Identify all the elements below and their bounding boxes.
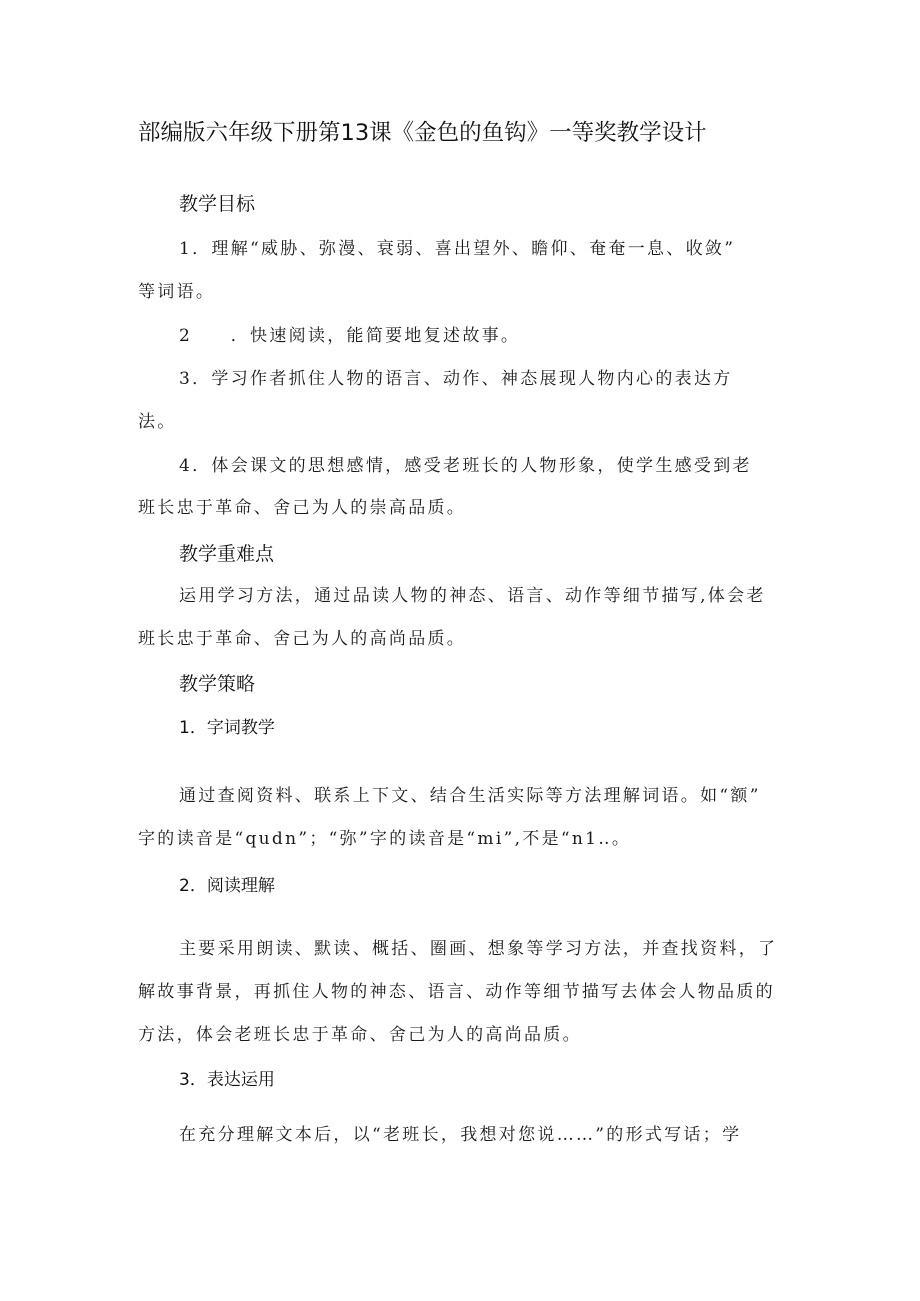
heading-teaching-goals: 教学目标 bbox=[179, 193, 256, 215]
goal-line: 法。 bbox=[138, 412, 177, 432]
goal-line: 2 ．快速阅读，能简要地复述故事。 bbox=[179, 326, 521, 346]
goal-line: 4．体会课文的思想感情，感受老班长的人物形象，使学生感受到老 bbox=[179, 456, 752, 476]
strategy-line: 解故事背景，再抓住人物的神态、语言、动作等细节描写去体会人物品质的 bbox=[138, 982, 775, 1002]
subheading-expression: 3．表达运用 bbox=[179, 1070, 275, 1090]
goal-line: 3．学习作者抓住人物的语言、动作、神态展现人物内心的表达方 bbox=[179, 369, 733, 389]
key-line: 运用学习方法，通过品读人物的神态、语言、动作等细节描写,体会老 bbox=[179, 586, 766, 606]
strategy-line: 通过查阅资料、联系上下文、结合生活实际等方法理解词语。如“额” bbox=[179, 786, 761, 806]
goal-line: 班长忠于革命、舍己为人的崇高品质。 bbox=[138, 498, 467, 518]
heading-key-difficulties: 教学重难点 bbox=[179, 543, 275, 565]
subheading-vocabulary: 1．字词教学 bbox=[179, 718, 275, 738]
key-line: 班长忠于革命、舍己为人的高尚品质。 bbox=[138, 629, 467, 649]
goal-line: 1．理解“威胁、弥漫、衰弱、喜出望外、瞻仰、奄奄一息、收敛” bbox=[179, 239, 736, 259]
subheading-reading: 2．阅读理解 bbox=[179, 876, 275, 896]
heading-teaching-strategy: 教学策略 bbox=[179, 673, 256, 695]
strategy-line: 方法，体会老班长忠于革命、舍己为人的高尚品质。 bbox=[138, 1025, 582, 1045]
strategy-line: 主要采用朗读、默读、概括、圈画、想象等学习方法，并查找资料，了 bbox=[179, 939, 778, 959]
document-title: 部编版六年级下册第13课《金色的鱼钩》一等奖教学设计 bbox=[138, 120, 707, 146]
strategy-line: 字的读音是“qudn”；“弥”字的读音是“mi”,不是“n1‥。 bbox=[138, 829, 632, 849]
strategy-line: 在充分理解文本后，以“老班长，我想对您说……”的形式写话；学 bbox=[179, 1125, 742, 1145]
goal-line: 等词语。 bbox=[138, 282, 216, 302]
